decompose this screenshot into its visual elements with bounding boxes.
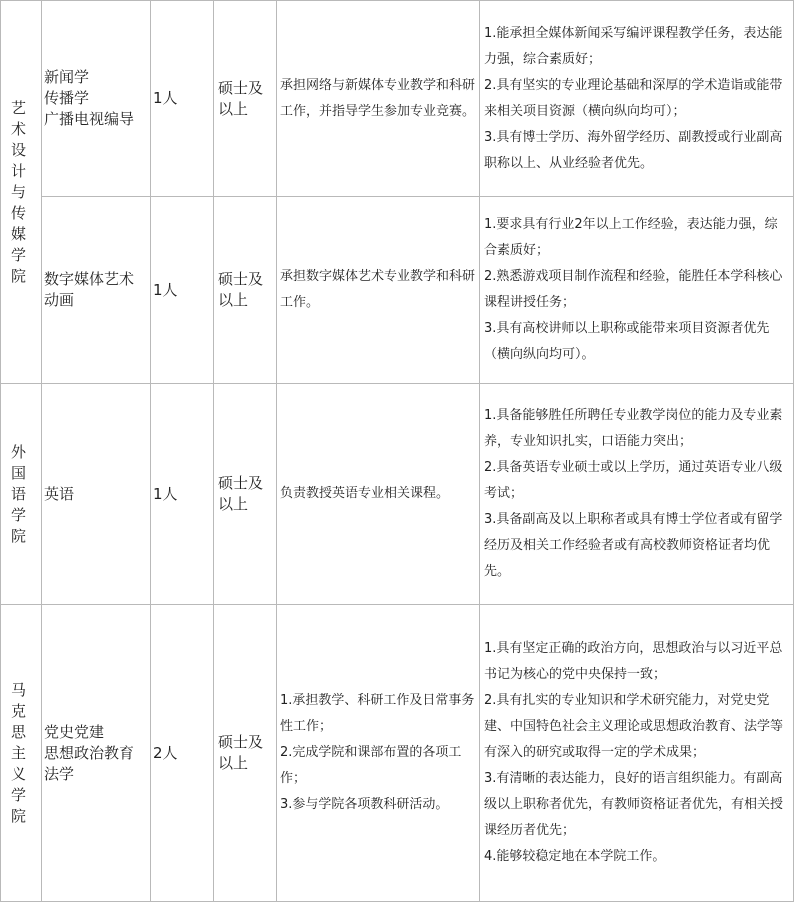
table-row (1, 384, 794, 605)
college-cell: 艺术设计与传媒学院 (1, 1, 42, 384)
duty-cell: 1.承担教学、科研工作及日常事务性工作； 2.完成学院和课部布置的各项工作； 3.参与学院各项教科研活动。 (277, 605, 480, 902)
degree-cell: 硕士及以上 (214, 384, 277, 605)
count-cell: 1人 (151, 1, 214, 197)
duty-cell: 承担网络与新媒体专业教学和科研工作，并指导学生参加专业竞赛。 (277, 1, 480, 197)
college-cell: 外国语学院 (1, 384, 42, 605)
count-cell: 1人 (151, 384, 214, 605)
degree-cell: 硕士及以上 (214, 197, 277, 384)
major-cell: 数字媒体艺术动画 (42, 197, 151, 384)
degree-cell: 硕士及以上 (214, 605, 277, 902)
major-cell: 党史党建 思想政治教育 法学 (42, 605, 151, 902)
count-cell: 1人 (151, 197, 214, 384)
major-cell: 英语 (42, 384, 151, 605)
major-cell: 新闻学 传播学 广播电视编导 (42, 1, 151, 197)
table-row (1, 197, 794, 384)
requirement-cell: 1.要求具有行业2年以上工作经验，表达能力强，综合素质好； 2.熟悉游戏项目制作流程和经验，能胜任本学科核心课程讲授任务； 3.具有高校讲师以上职称或能带来项目资源者优先（横向纵向均可）。 (480, 197, 794, 384)
table-row (1, 1, 794, 197)
count-cell: 2人 (151, 605, 214, 902)
requirement-cell: 1.能承担全媒体新闻采写编评课程教学任务，表达能力强，综合素质好； 2.具有坚实的专业理论基础和深厚的学术造诣或能带来相关项目资源（横向纵向均可）； 3.具有博士学历、海外留学经历、副教授或行业副高职称以上、从业经验者优先。 (480, 1, 794, 197)
duty-cell: 承担数字媒体艺术专业教学和科研工作。 (277, 197, 480, 384)
college-cell: 马克思主义学院 (1, 605, 42, 902)
requirement-cell: 1.具有坚定正确的政治方向，思想政治与以习近平总书记为核心的党中央保持一致； 2.具有扎实的专业知识和学术研究能力，对党史党建、中国特色社会主义理论或思想政治教育、法学等有深入的研究或取得一定的学术成果； 3.有清晰的表达能力，良好的语言组织能力。有副高级以上职称者优先，有教师资格证者优先，有相关授课经历者优先； 4.能够较稳定地在本学院工作。 (480, 605, 794, 902)
degree-cell: 硕士及以上 (214, 1, 277, 197)
duty-cell: 负责教授英语专业相关课程。 (277, 384, 480, 605)
requirement-cell: 1.具备能够胜任所聘任专业教学岗位的能力及专业素养，专业知识扎实，口语能力突出； 2.具备英语专业硕士或以上学历，通过英语专业八级考试； 3.具备副高及以上职称者或具有博士学位者或有留学经历及相关工作经验者或有高校教师资格证者均优先。 (480, 384, 794, 605)
table-row (1, 605, 794, 902)
